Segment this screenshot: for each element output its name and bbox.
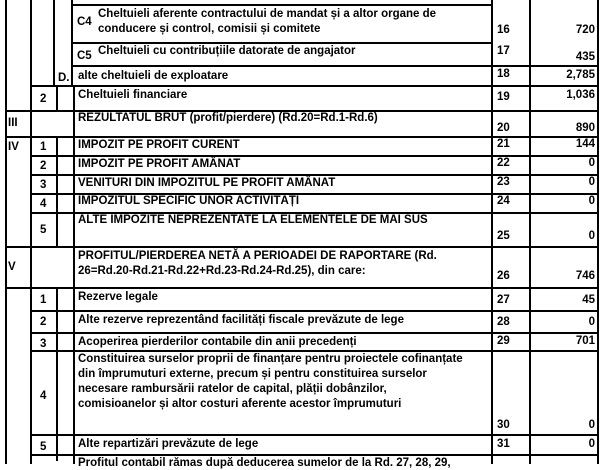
row-description: alte cheltuieli de exploatare [78, 70, 229, 82]
row-number: 22 [497, 157, 510, 169]
row-letter: D. [58, 72, 70, 84]
grid-line [597, 0, 599, 464]
row-subnumber: 1 [40, 294, 47, 306]
row-number: 26 [497, 270, 510, 282]
row-subnumber: 2 [40, 93, 47, 105]
row-value: 0 [588, 316, 595, 328]
row-description: ALTE IMPOZITE NEPREZENTATE LA ELEMENTELE DE MAI SUS [78, 214, 428, 226]
row-description: IMPOZIT PE PROFIT CURENT [78, 139, 240, 151]
row-description: Rezerve legale [78, 291, 158, 303]
row-value: 0 [588, 438, 595, 450]
row-value: 435 [575, 51, 595, 63]
row-value: 0 [588, 230, 595, 242]
grid-line [30, 332, 597, 334]
row-number: 28 [497, 316, 510, 328]
row-description: Constituirea surselor proprii de finanțare pentru proiectele cofinanțate [78, 353, 463, 365]
row-number: 18 [497, 68, 510, 80]
row-description: din împrumuturi externe, precum și pentru constituirea surselor [78, 368, 427, 380]
row-roman: IV [8, 141, 19, 153]
row-roman: III [8, 117, 18, 129]
row-description: comisioanelor și altor costuri aferente acestor împrumuturi [78, 398, 402, 410]
row-subnumber: 5 [40, 224, 47, 236]
grid-line [491, 0, 493, 464]
row-value: 0 [588, 176, 595, 188]
row-description: Profitul contabil rămas după deducerea sumelor de la Rd. 27, 28, 29, [78, 457, 451, 469]
row-description: 26=Rd.20-Rd.21-Rd.22+Rd.23-Rd.24-Rd.25), din care: [78, 265, 366, 277]
row-number: 27 [497, 294, 510, 306]
grid-line [30, 85, 53, 87]
grid-line [56, 136, 58, 246]
row-number: 20 [497, 122, 510, 134]
row-number: 17 [497, 45, 510, 57]
row-subnumber: 3 [40, 179, 47, 191]
grid-line [73, 86, 75, 464]
row-number: 21 [497, 138, 510, 150]
row-description: Alte repartizări prevăzute de lege [78, 438, 259, 450]
grid-line [53, 85, 597, 87]
row-subnumber: 3 [40, 338, 47, 350]
grid-line [30, 310, 597, 312]
row-description: Acoperirea pierderilor contabile din anii precedenți [78, 336, 357, 348]
row-number: 25 [497, 230, 510, 242]
row-description: conducere și control, comisii și comitete [98, 23, 321, 35]
grid-line [71, 4, 491, 6]
row-subnumber: 4 [40, 390, 47, 402]
row-value: 720 [575, 24, 595, 36]
row-value: 0 [588, 157, 595, 169]
row-subnumber: 5 [40, 441, 47, 453]
row-value: 0 [588, 419, 595, 431]
row-description: REZULTATUL BRUT (profit/pierdere) (Rd.20=Rd.1-Rd.6) [78, 112, 378, 124]
row-description: Alte rezerve reprezentând facilități fiscale prevăzute de lege [78, 314, 404, 326]
row-number: 19 [497, 91, 510, 103]
row-subnumber: 4 [40, 198, 47, 210]
grid-line [529, 0, 531, 464]
grid-line [30, 0, 32, 464]
row-description: IMPOZITUL SPECIFIC UNOR ACTIVITĂȚI [78, 195, 300, 207]
grid-line [71, 65, 491, 67]
row-subnumber: 1 [40, 141, 47, 153]
row-description: PROFITUL/PIERDEREA NETĂ A PERIOADEI DE RAPORTARE (Rd. [78, 250, 437, 262]
grid-line [5, 287, 597, 289]
row-description: VENITURI DIN IMPOZITUL PE PROFIT AMÂNAT [78, 177, 336, 189]
row-value: 746 [575, 270, 595, 282]
row-value: 890 [575, 122, 595, 134]
grid-line [30, 434, 597, 436]
grid-line [53, 0, 55, 86]
row-subnumber: 2 [40, 316, 47, 328]
row-description: Cheltuieli cu contribuțiile datorate de angajator [98, 45, 356, 57]
row-description: IMPOZIT PE PROFIT AMÂNAT [78, 158, 241, 170]
row-value: 0 [588, 195, 595, 207]
row-letter: C4 [77, 16, 92, 28]
row-value: 2,785 [566, 69, 595, 81]
row-number: 31 [497, 438, 510, 450]
row-description: Cheltuieli aferente contractului de mandat și a altor organe de [98, 8, 437, 20]
grid-line [56, 86, 58, 110]
row-description: Cheltuieli financiare [78, 89, 188, 101]
row-subnumber: 2 [40, 160, 47, 172]
row-roman: V [8, 261, 16, 273]
grid-line [5, 246, 597, 248]
row-number: 29 [497, 335, 510, 347]
row-number: 23 [497, 176, 510, 188]
grid-line [5, 0, 7, 464]
row-letter: C5 [77, 50, 92, 62]
row-number: 16 [497, 24, 510, 36]
row-description: necesare rambursării ratelor de capital, plății dobânzilor, [78, 383, 387, 395]
row-value: 144 [575, 138, 595, 150]
row-value: 701 [575, 335, 595, 347]
row-value: 1,036 [566, 89, 595, 101]
row-value: 45 [582, 294, 595, 306]
row-number: 24 [497, 195, 510, 207]
row-number: 30 [497, 419, 510, 431]
